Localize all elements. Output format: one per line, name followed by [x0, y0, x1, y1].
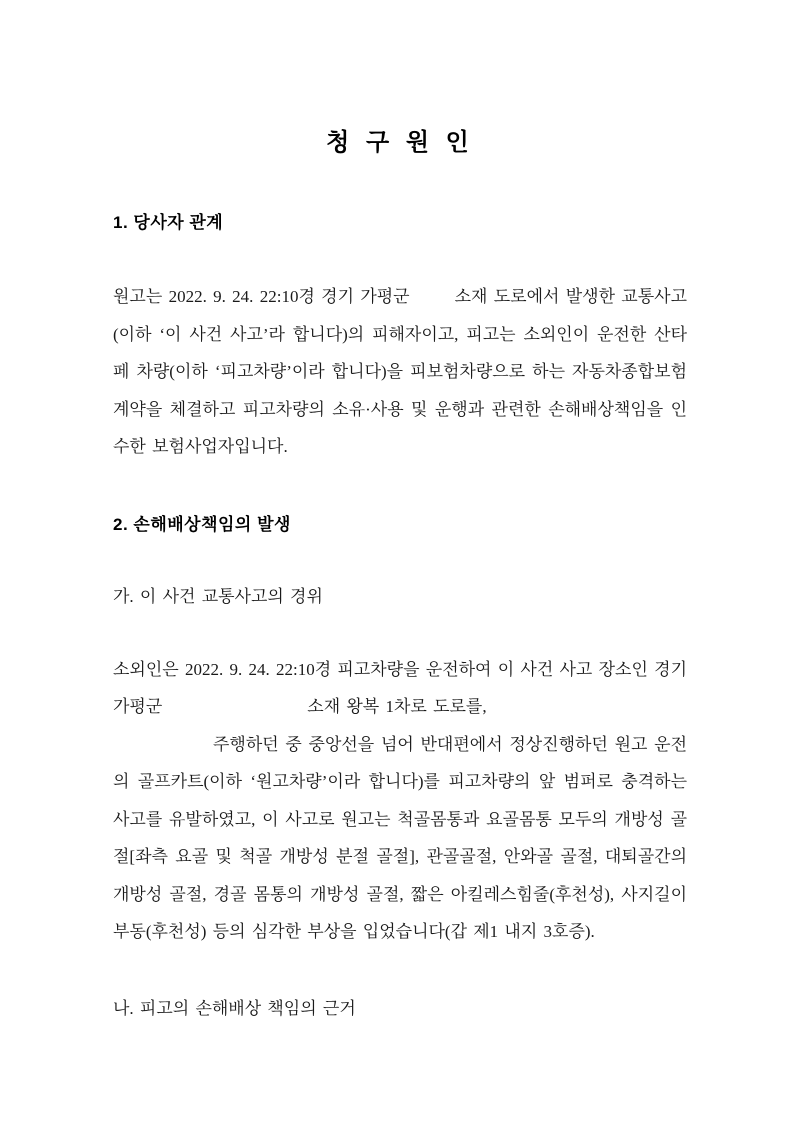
redacted-gap: [410, 301, 455, 302]
section-1-heading: 1. 당사자 관계: [113, 213, 224, 232]
paragraph-text: 소재 왕복 1차로 도로를,: [307, 697, 487, 716]
section-1-paragraph: [113, 278, 687, 466]
subsection-ga-heading: 가. 이 사건 교통사고의 경위: [113, 586, 323, 606]
paragraph-text: 원고는 2022. 9. 24. 22:10경 경기 가평군: [113, 287, 410, 306]
subsection-ga-paragraph: [113, 651, 687, 951]
redacted-gap: [113, 749, 213, 750]
section-2-heading: 2. 손해배상책임의 발생: [113, 514, 291, 534]
paragraph-text: 소외인은 2022. 9. 24. 22:10경 피고차량을 운전하여 이 사건 사고 장소인 경기 가평군: [113, 659, 687, 716]
paragraph-text: 소재 도로에서 발생한 교통사고(이하 ‘이 사건 사고’라 합니다)의 피해자이고, 피고는 소외인이 운전한 산타페 차량(이하 ‘피고차량’이라 합니다)을 피보험차량으로 하는 자동차종합보험계약을 체결하고 피고차량의 소유·사용 및 운행과 관련한 손해배상책임을 인수한 보험사업자입니다.: [113, 287, 687, 456]
paragraph-text: 주행하던 중 중앙선을 넘어 반대편에서 정상진행하던 원고 운전의 골프카트(이하 ‘원고차량’이라 합니다)를 피고차량의 앞 범퍼로 충격하는 사고를 유발하였고, 이 사고로 원고는 척골몸통과 요골몸통 모두의 개방성 골절[좌측 요골 및 척골 개방성 분절 골절], 관골골절, 안와골 골절, 대퇴골간의 개방성 골절, 경골 몸통의 개방성 골절, 짧은 아킬레스힘줄(후천성), 사지길이부동(후천성) 등의 심각한 부상을 입었습니다(갑 제1 내지 3호증).: [113, 734, 687, 941]
redacted-gap: [162, 711, 307, 712]
subsection-na-heading: 나. 피고의 손해배상 책임의 근거: [113, 998, 356, 1018]
document-title: 청 구 원 인: [326, 129, 474, 156]
